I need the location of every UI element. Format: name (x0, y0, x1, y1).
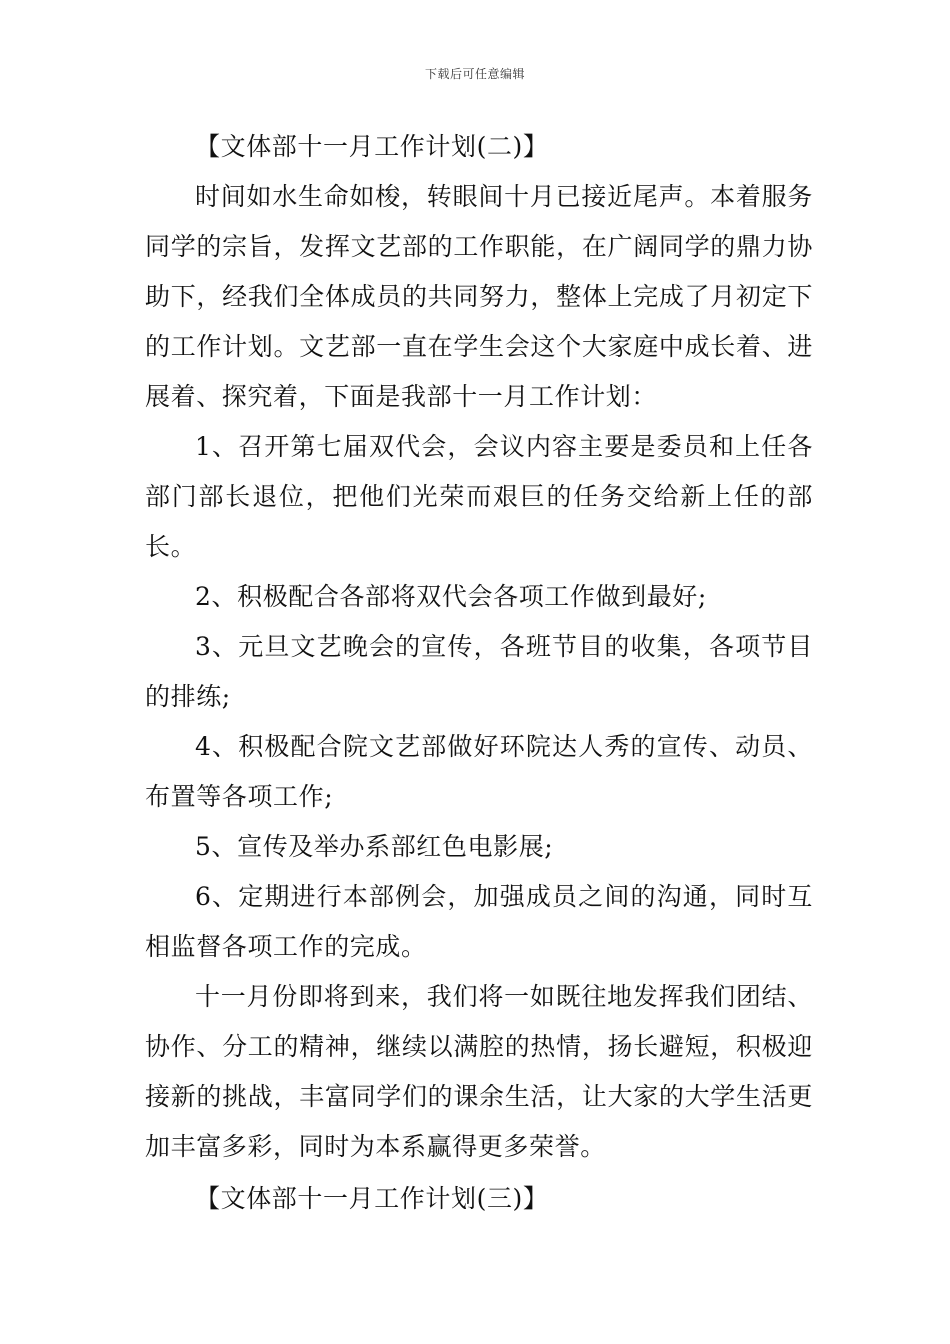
plan-item-2: 2、积极配合各部将双代会各项工作做到最好; (195, 582, 707, 611)
plan-item-3: 3、元旦文艺晚会的宣传，各班节目的收集，各项节目的排练; (145, 632, 813, 711)
header-note: 下载后可任意编辑 (424, 67, 525, 81)
plan-item-6: 6、定期进行本部例会，加强成员之间的沟通，同时互相监督各项工作的完成。 (145, 882, 813, 961)
intro-paragraph: 时间如水生命如梭，转眼间十月已接近尾声。本着服务同学的宗旨，发挥文艺部的工作职能，在广阔同学的鼎力协助下，经我们全体成员的共同努力，整体上完成了月初定下的工作计划。文艺部一直在学生会这个大家庭中成长着、进展着、探究着，下面是我部十一月工作计划： (145, 182, 813, 411)
plan-item-4: 4、积极配合院文艺部做好环院达人秀的宣传、动员、布置等各项工作; (145, 732, 813, 811)
section-heading-2: 【文体部十一月工作计划(二)】 (195, 132, 549, 161)
section-heading-3: 【文体部十一月工作计划(三)】 (195, 1184, 549, 1213)
plan-item-1: 1、召开第七届双代会，会议内容主要是委员和上任各部门部长退位，把他们光荣而艰巨的任务交给新上任的部长。 (145, 432, 813, 561)
document-body (145, 120, 813, 1224)
plan-item-5: 5、宣传及举办系部红色电影展; (195, 832, 554, 861)
conclusion-paragraph: 十一月份即将到来，我们将一如既往地发挥我们团结、协作、分工的精神，继续以满腔的热情，扬长避短，积极迎接新的挑战，丰富同学们的课余生活，让大家的大学生活更加丰富多彩，同时为本系赢得更多荣誉。 (145, 982, 813, 1161)
